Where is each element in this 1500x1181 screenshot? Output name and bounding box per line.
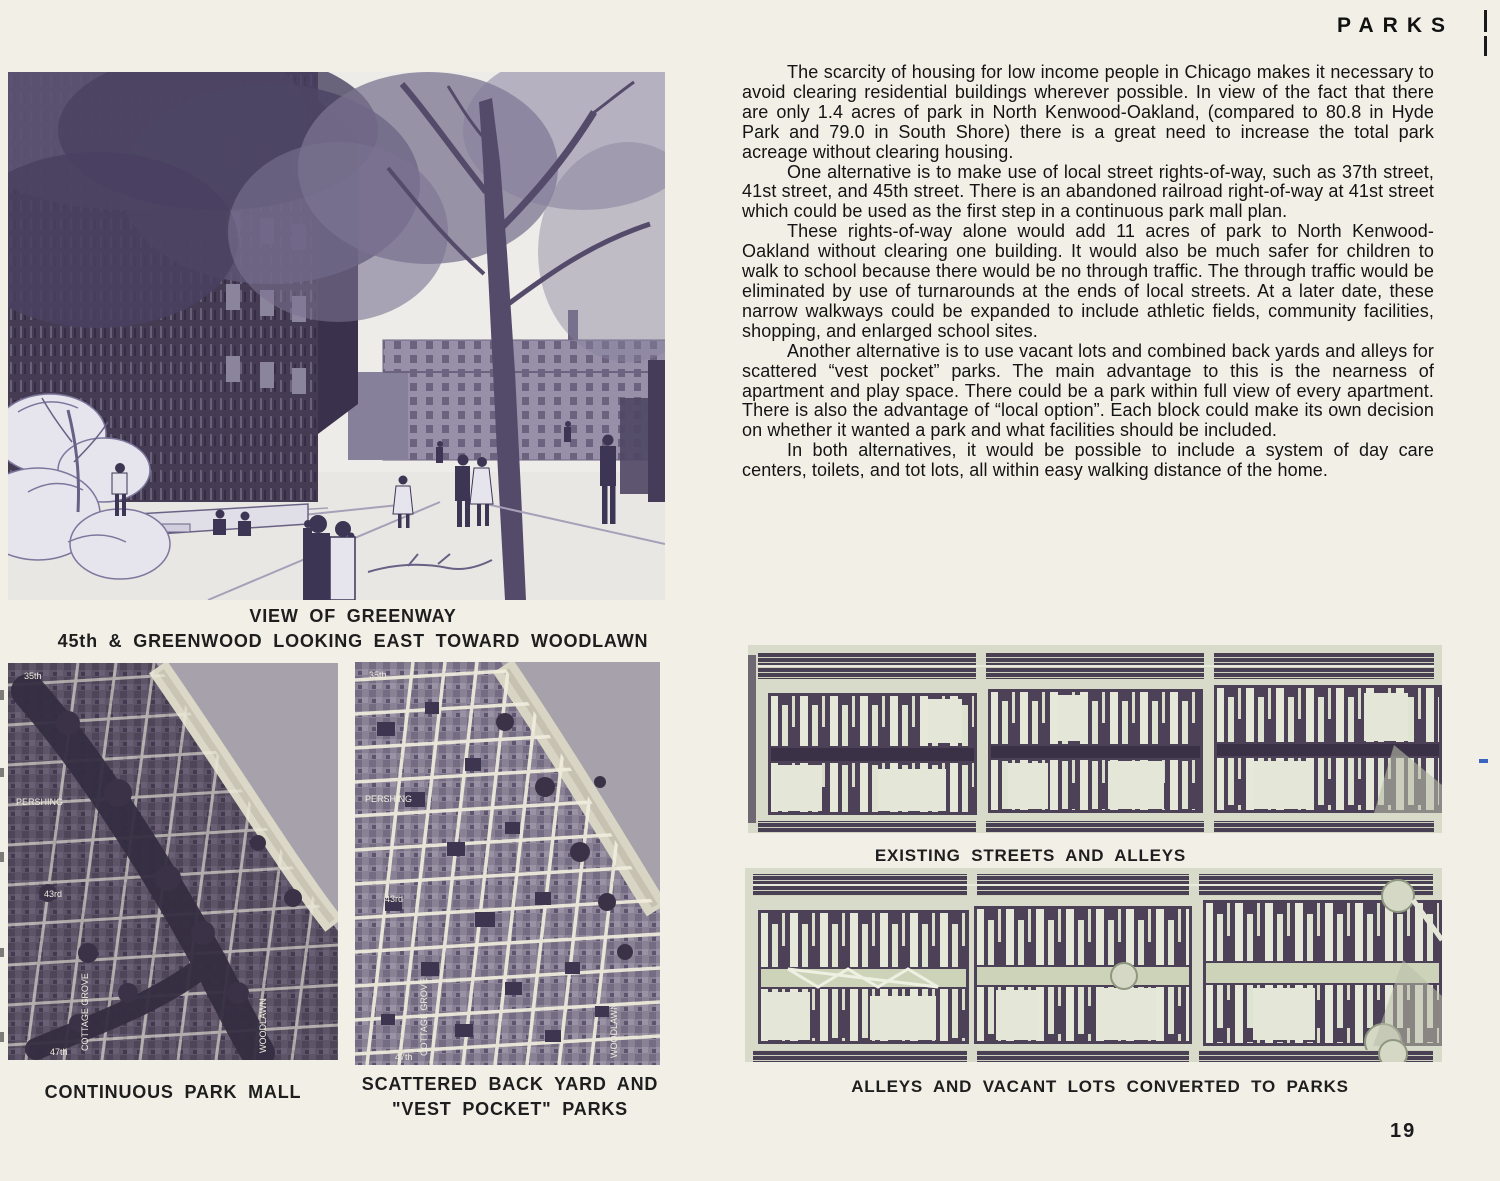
street-label-cottage-grove: COTTAGE GROVE xyxy=(80,973,90,1051)
map-right-caption-line2: "VEST POCKET" PARKS xyxy=(392,1099,628,1119)
photo-existing-streets-alleys xyxy=(748,645,1442,833)
street-label-pershing: PERSHING xyxy=(16,797,64,807)
paragraph: The scarcity of housing for low income people in Chicago makes it necessary to avoid clearing residential buildings wherever possible. In view of the fact that there are only 1.4 acres of park in North Kenwood-Oakland, (compared to 80.8 in Hyde Park and 79.0 in South Shore) there is a great need to increase the total park acreage without clearing housing. xyxy=(742,62,1434,162)
photo-existing-streets-alleys-svg xyxy=(748,645,1442,833)
scan-edge-mark xyxy=(0,852,4,862)
city-block-partial xyxy=(1203,880,1442,1060)
street-label-43rd: 43rd xyxy=(385,894,404,904)
page-header-title: PARKS xyxy=(1337,14,1454,37)
scan-edge-mark xyxy=(0,1032,4,1042)
greenway-illustration xyxy=(8,72,665,600)
city-block-partial xyxy=(1214,685,1442,813)
street-label-woodlawn: WOODLAWN xyxy=(258,998,268,1053)
city-block xyxy=(988,689,1203,813)
model-top-caption: EXISTING STREETS AND ALLEYS xyxy=(874,846,1187,865)
photo-alleys-converted-parks-svg xyxy=(745,868,1442,1062)
paragraph: These rights-of-way alone would add 11 acres of park to North Kenwood-Oakland without clearing one building. It would also be much safer for children to walk to school because there would be no through traffic. The through traffic would be eliminated by use of turnarounds at the ends of local streets. At a later date, these narrow walkways could be expanded to include athletic fields, community facilities, shopping, and enlarged school sites. xyxy=(742,221,1434,341)
map-left-caption: CONTINUOUS PARK MALL xyxy=(44,1082,302,1102)
model-bottom-caption: ALLEYS AND VACANT LOTS CONVERTED TO PARKS xyxy=(851,1077,1349,1096)
street-label-43rd: 43rd xyxy=(44,889,63,899)
paragraph: In both alternatives, it would be possible to include a system of day care centers, toilets, and tot lots, all within easy walking distance of the home. xyxy=(742,440,1434,481)
park-circle xyxy=(1379,1040,1407,1062)
map-continuous-park-mall xyxy=(8,663,338,1060)
street-label-cottage-grove: COTTAGE GROVE xyxy=(419,978,429,1056)
greenway-caption xyxy=(8,604,698,654)
photo-alleys-converted-parks xyxy=(745,868,1442,1062)
paragraph: Another alternative is to use vacant lots and combined back yards and alleys for scattered “vest pocket” parks. The main advantage to this is the nearness of apartment and play space. There could be a park within full view of every apartment. There is also the advantage of “local option”. Each block could make its own decision on whether it wanted a park and what facilities should be included. xyxy=(742,340,1434,441)
street-label-35th: 35th xyxy=(369,670,387,680)
greenway-caption-line1: VIEW OF GREENWAY xyxy=(249,606,457,626)
street-label-woodlawn: WOODLAWN xyxy=(609,1003,619,1058)
paragraph: One alternative is to make use of local street rights-of-way, such as 37th street, 41st street, and 45th street. There is an abandoned railroad right-of-way at 41st street which could be used as the first step in a continuous park mall plan. xyxy=(742,161,1434,222)
street-band xyxy=(758,821,1434,833)
city-block xyxy=(768,693,977,815)
map-vest-pocket-parks xyxy=(355,662,660,1065)
scan-edge-mark xyxy=(0,768,4,777)
greenway-illustration-svg xyxy=(8,72,665,600)
scan-edge-mark xyxy=(0,948,4,957)
city-block-with-park xyxy=(758,910,969,1044)
scan-edge-mark xyxy=(0,690,4,700)
street-label-pershing: PERSHING xyxy=(365,794,413,804)
street-label-35th: 35th xyxy=(24,671,42,681)
greenway-caption-line2: 45th & GREENWOOD LOOKING EAST TOWARD WOODLAWN xyxy=(57,631,649,651)
binding-mark xyxy=(1484,10,1487,32)
binding-mark xyxy=(1484,36,1487,56)
city-block-with-park xyxy=(974,906,1192,1044)
street-band xyxy=(753,1050,1433,1062)
street-label-47th: 47th xyxy=(50,1047,68,1057)
ink-mark xyxy=(1479,759,1488,763)
map-right-caption-line1: SCATTERED BACK YARD AND xyxy=(361,1074,659,1094)
street-label-47th: 47th xyxy=(395,1052,413,1062)
map-vest-pocket-parks-svg xyxy=(355,662,660,1065)
map-continuous-park-mall-svg xyxy=(8,663,338,1060)
map-right-caption xyxy=(340,1072,680,1122)
page-number: 19 xyxy=(1390,1120,1417,1142)
article-text xyxy=(742,63,1434,481)
